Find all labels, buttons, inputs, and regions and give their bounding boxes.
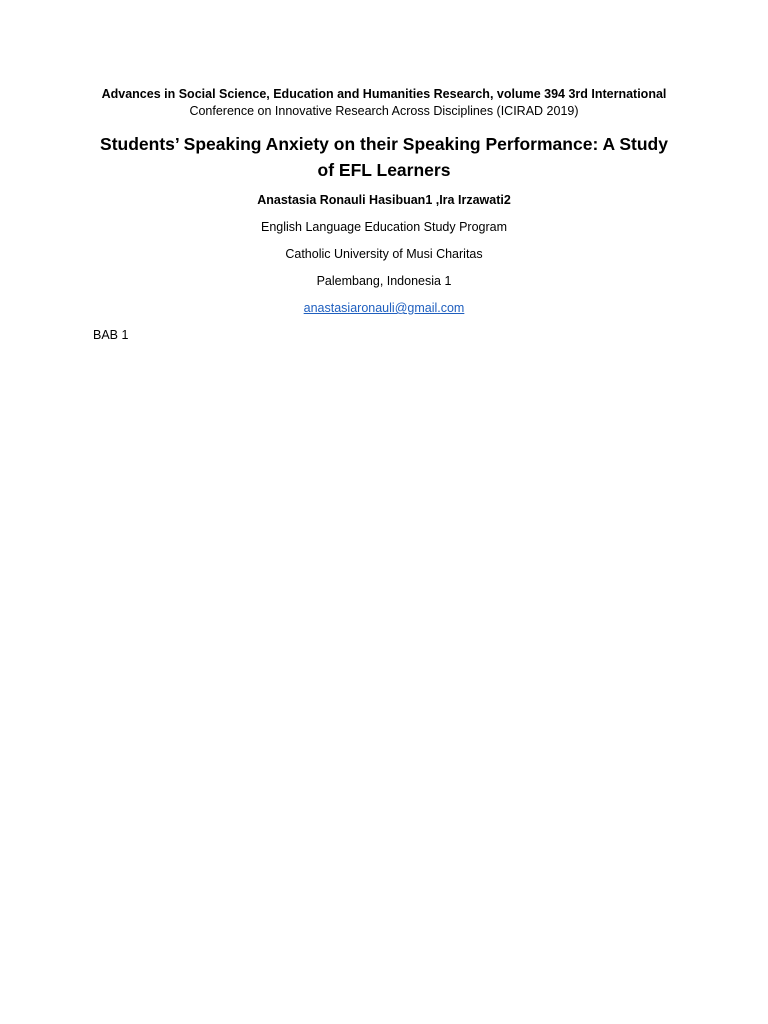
document-content <box>93 86 675 357</box>
author-email-link[interactable]: anastasiaronauli@gmail.com <box>303 301 465 315</box>
author-list: Anastasia Ronauli Hasibuan1 ,Ira Irzawati2 <box>257 193 511 207</box>
journal-line: Advances in Social Science, Education and Humanities Research, volume 394 3rd International <box>101 87 667 101</box>
conference-line: Conference on Innovative Research Across Disciplines (ICIRAD 2019) <box>189 104 579 118</box>
location: Palembang, Indonesia 1 <box>316 274 452 288</box>
email-line <box>93 300 675 317</box>
university-name: Catholic University of Musi Charitas <box>285 247 483 261</box>
paper-title: Students’ Speaking Anxiety on their Speaking Performance: A Study of EFL Learners <box>100 134 668 180</box>
study-program: English Language Education Study Program <box>261 220 507 234</box>
section-heading: BAB 1 <box>93 328 129 342</box>
journal-header <box>93 86 675 120</box>
